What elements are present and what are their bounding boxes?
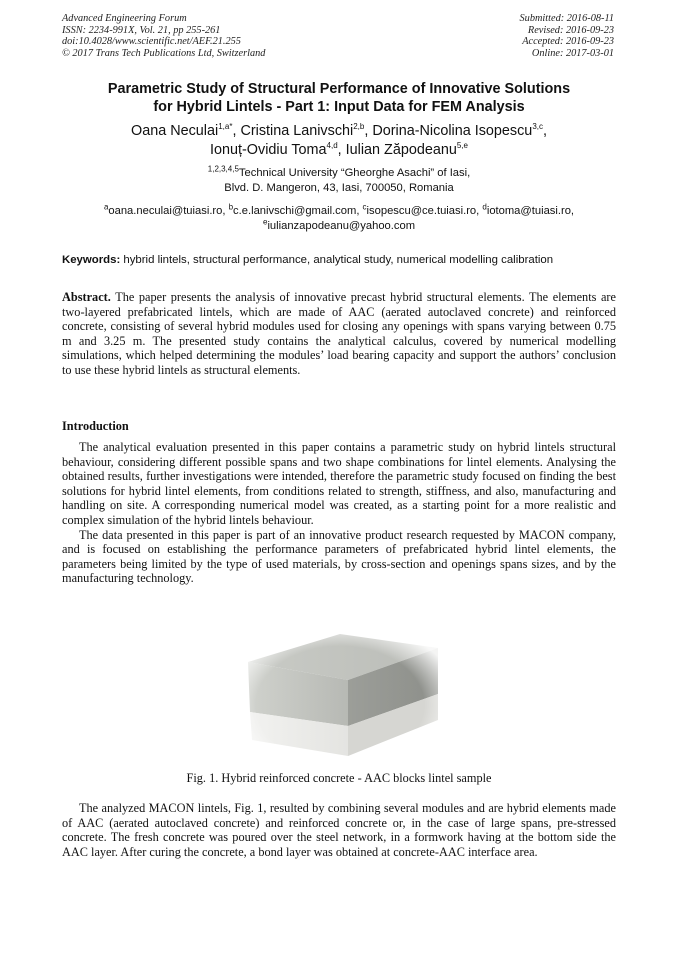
section-heading-introduction: Introduction [62, 419, 129, 433]
title-line-1: Parametric Study of Structural Performance of Innovative Solutions [107, 81, 571, 97]
lintel-block-illustration [240, 628, 440, 768]
affiliation [40, 166, 638, 195]
affiliation-sup: 1,2,3,4,5 [207, 164, 239, 174]
paragraph: The analyzed MACON lintels, Fig. 1, resulted by combining several modules and are hybrid elements made of AAC (aerated autoclaved concrete) and reinforced concrete or, in the case of large spans, pre-stressed concrete. The fresh concrete was poured over the steel network, in a formwork having at the bottom side the AAC layer. After curing the concrete, a bond layer was obtained at concrete-AAC interface area. [62, 801, 616, 859]
email-link[interactable]: isopescu@ce.tuiasi.ro, [366, 205, 483, 217]
date-online: Online: 2017-03-01 [531, 47, 614, 59]
email-link[interactable]: iotoma@tuiasi.ro, [486, 205, 575, 217]
affiliation-line-1: Technical University “Gheorghe Asachi” of Iasi, [238, 167, 471, 179]
date-accepted: Accepted: 2016-09-23 [522, 36, 614, 48]
author-sup: 1,a* [218, 122, 233, 132]
paragraph: The data presented in this paper is part of an innovative product research requested by MACON company, and is focused on establishing the performance parameters of prefabricated hybrid lintel elements, the parameters being limited by the type of used materials, by cross-section and openings spans sizes, and by the manufacturing technology. [62, 527, 616, 586]
date-submitted: Submitted: 2016-08-11 [519, 13, 614, 24]
author-line-1: Oana Neculai$^{1,a*}$, Cristina Lanivschi$^{2,b}$, Dorina-Nicolina Isopescu$^{3,c}$, [131, 122, 547, 139]
journal-issn: ISSN: 2234-991X, Vol. 21, pp 255-261 [62, 24, 221, 36]
keywords-text: hybrid lintels, structural performance, analytical study, numerical modelling calibration [120, 254, 554, 266]
journal-copyright: © 2017 Trans Tech Publications Ltd, Switzerland [62, 47, 266, 59]
paper-title [40, 80, 638, 116]
author-name: Oana Neculai [131, 123, 219, 139]
author-line-2: Ionuț-Ovidiu Toma$^{4,d}$, Iulian Zăpodeanu$^{5,e}$ [210, 141, 468, 158]
email-link[interactable]: oana.neculai@tuiasi.ro, [108, 205, 229, 217]
journal-header-right [520, 13, 614, 59]
figure-caption: Fig. 1. Hybrid reinforced concrete - AAC blocks lintel sample [186, 771, 492, 785]
lintel-sample-photo [240, 628, 440, 768]
journal-name: Advanced Engineering Forum [62, 13, 187, 24]
affiliation-line-2: Blvd. D. Mangeron, 43, Iasi, 700050, Romania [224, 181, 454, 194]
keywords [62, 253, 618, 267]
keywords-label: Keywords: [62, 254, 121, 266]
email-link[interactable]: c.e.lanivschi@gmail.com, [233, 205, 363, 217]
introduction-body [62, 440, 616, 586]
journal-header-left [62, 13, 265, 59]
author-name: Iulian Zăpodeanu [345, 142, 457, 158]
author-name: Dorina-Nicolina Isopescu [372, 123, 533, 139]
author-list [40, 122, 638, 160]
abstract [62, 290, 616, 378]
paragraph-after-figure [62, 801, 616, 859]
author-sup: 4,d [326, 141, 338, 151]
author-name: Cristina Lanivschi [240, 123, 354, 139]
journal-doi[interactable]: doi:10.4028/www.scientific.net/AEF.21.255 [62, 36, 241, 48]
author-sup: 2,b [353, 122, 365, 132]
paragraph: The analytical evaluation presented in this paper contains a parametric study on hybrid lintels structural behaviour, considering different possible spans and two shape combinations for lintel elements. Analysing the obtained results, further investigations were intended, therefore the parametric study focused on finding the best solutions for hybrid lintel elements, from conditions related to strength, stiffness, and also, manufacturing and handling on site. A corresponding numerical model was created, as a starting point for a more realistic and complex simulation of the hybrid lintels behaviour. [62, 440, 616, 527]
title-line-2: for Hybrid Lintels - Part 1: Input Data for FEM Analysis [153, 99, 525, 115]
author-sup: 3,c [532, 122, 543, 132]
abstract-label: Abstract. [62, 290, 111, 304]
email-list: $^a$oana.neculai@tuiasi.ro, $^b$c.e.lanivschi@gmail.com, $^c$isopescu@ce.tuiasi.ro, $^d$iotoma@tuiasi.ro, $^e$iulianzapodeanu@yahoo.com [103, 202, 575, 232]
date-revised: Revised: 2016-09-23 [527, 24, 614, 36]
abstract-text: The paper presents the analysis of innovative precast hybrid structural elements. The elements are two-layered prefabricated lintels, which are made of AAC (aerated autoclaved concrete) and reinforced concrete, consisting of several hybrid modules used for closing any openings with spans varying between 0.75 m and 3.25 m. The presented study contains the analytical calculus, covered by numerical modelling simulations, which helped determining the modules’ load bearing capacity and support the authors’ conclusion to use these hybrid lintels as structural elements. [62, 290, 616, 377]
author-name: Ionuț-Ovidiu Toma [210, 142, 327, 158]
author-sup: 5,e [456, 141, 468, 151]
email-link[interactable]: iulianzapodeanu@yahoo.com [267, 219, 416, 232]
